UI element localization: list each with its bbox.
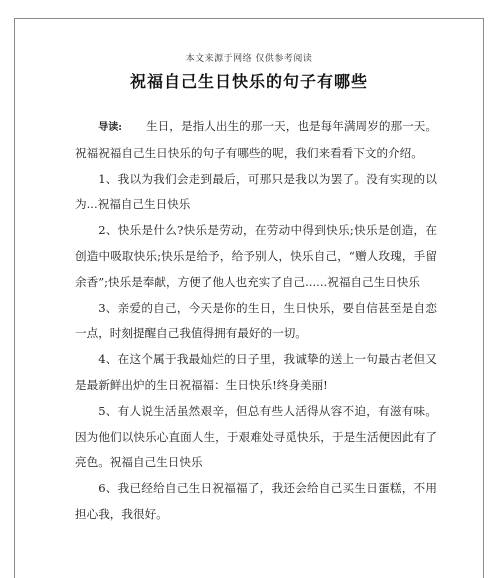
paragraph-5: 5、有人说生活虽然艰辛，但总有些人活得从容不迫，有滋有味。因为他们以快乐心直面人生，于艰难处寻觅快乐，于是生活便因此有了亮色。祝福自己生日快乐 [75, 403, 437, 470]
paragraph-3: 3、亲爱的自己，今天是你的生日，生日快乐，要自信甚至是自恋一点，时刻提醒自己我值得拥有最好的一切。 [75, 300, 437, 341]
intro-label: 导读: [98, 122, 122, 133]
document-body [75, 114, 437, 528]
source-note: 本文来源于网络 仅供参考阅读 [185, 54, 313, 64]
intro-text: 生日，是指人出生的那一天，也是每年满周岁的那一天。祝福祝福自己生日快乐的句子有哪些的呢，我们来看看下文的介绍。 [75, 119, 437, 160]
document-title: 祝福自己生日快乐的句子有哪些 [129, 72, 368, 91]
document-page [14, 18, 484, 578]
paragraph-4: 4、在这个属于我最灿烂的日子里，我诚挚的送上一句最古老但又是最新鲜出炉的生日祝福福：生日快乐!终身美丽! [75, 352, 437, 392]
paragraph-6: 6、我已经给自己生日祝福福了，我还会给自己买生日蛋糕，不用担心我，我很好。 [75, 481, 437, 521]
paragraph-2: 2、快乐是什么?快乐是劳动，在劳动中得到快乐;快乐是创造，在创造中吸取快乐;快乐是给予，给予别人，快乐自己，“赠人玫瑰，手留余香”;快乐是奉献，方便了他人也充实了自己......祝福自己生日快乐 [75, 223, 437, 289]
paragraph-1: 1、我以为我们会走到最后，可那只是我以为罢了。没有实现的以为...祝福自己生日快乐 [75, 171, 437, 212]
intro-paragraph [75, 114, 437, 167]
